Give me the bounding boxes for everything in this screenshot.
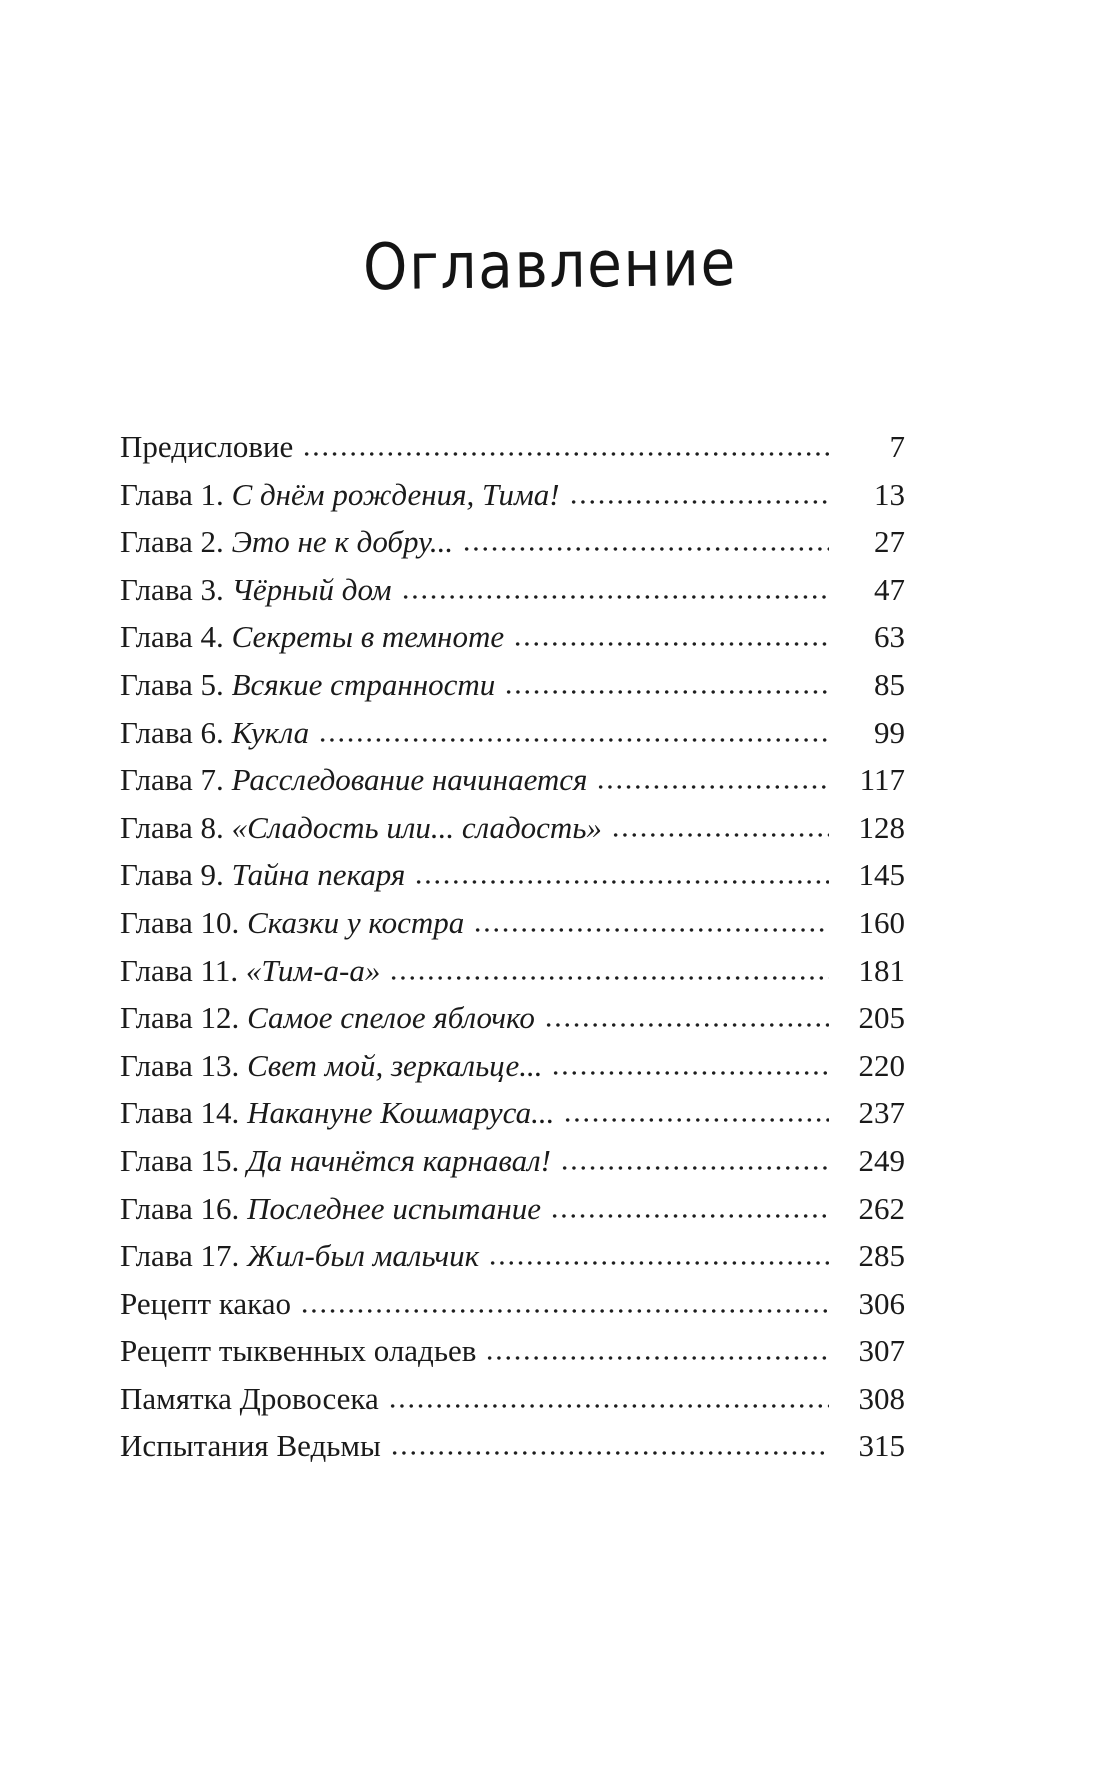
dot-leader xyxy=(560,1165,829,1171)
toc-entry xyxy=(120,572,905,620)
toc-entry xyxy=(120,715,905,763)
dot-leader xyxy=(389,975,829,981)
toc-entry-title: Всякие странности xyxy=(231,666,496,702)
toc-entry-prefix: Глава 12. xyxy=(120,1000,248,1036)
page-number: 85 xyxy=(874,666,905,702)
toc-entry-title: Памятка Дровосека xyxy=(120,1380,379,1416)
page-number: 13 xyxy=(874,476,905,512)
dot-leader xyxy=(611,832,829,838)
dot-leader xyxy=(550,1213,829,1219)
page-number: 262 xyxy=(858,1190,905,1226)
toc-entry-title: «Сладость или... сладость» xyxy=(231,809,602,845)
toc-entry xyxy=(120,1143,905,1191)
dot-leader xyxy=(388,1403,829,1409)
toc-entry-title: Чёрный дом xyxy=(231,571,392,607)
toc-entry xyxy=(120,1048,905,1096)
toc-entry-title: Сказки у костра xyxy=(247,904,465,940)
toc-entry-prefix: Глава 2. xyxy=(120,524,232,560)
page-number: 63 xyxy=(874,619,905,655)
toc-entry xyxy=(120,1333,905,1381)
dot-leader xyxy=(563,1117,829,1123)
toc-entry-title: Свет мой, зеркальце... xyxy=(247,1047,543,1083)
toc-entry-title: Секреты в темноте xyxy=(231,619,505,655)
toc-entry-prefix: Глава 17. xyxy=(120,1238,248,1274)
toc-entry-title: Рецепт тыквенных оладьев xyxy=(120,1333,477,1369)
toc-entry-title: Самое спелое яблочко xyxy=(247,1000,535,1036)
toc-entry-title: Расследование начинается xyxy=(231,762,588,798)
toc-entry xyxy=(120,667,905,715)
toc-entry-prefix: Глава 3. xyxy=(120,571,232,607)
toc-entry xyxy=(120,905,905,953)
dot-leader xyxy=(485,1355,829,1361)
page-number: 237 xyxy=(858,1095,905,1131)
dot-leader xyxy=(513,641,829,647)
toc-entry-title: Кукла xyxy=(231,714,310,750)
page-number: 27 xyxy=(874,524,905,560)
dot-leader xyxy=(401,594,829,600)
toc-entry xyxy=(120,857,905,905)
toc-entry xyxy=(120,953,905,1001)
dot-leader xyxy=(596,784,829,790)
table-of-contents xyxy=(120,429,905,1476)
dot-leader xyxy=(504,689,829,695)
page-number: 128 xyxy=(858,809,905,845)
toc-entry-prefix: Глава 6. xyxy=(120,714,232,750)
toc-entry-prefix: Глава 10. xyxy=(120,904,248,940)
dot-leader xyxy=(544,1022,829,1028)
toc-entry-prefix: Глава 8. xyxy=(120,809,232,845)
toc-entry xyxy=(120,429,905,477)
toc-entry xyxy=(120,619,905,667)
toc-entry-prefix: Глава 1. xyxy=(120,476,232,512)
toc-entry-title: Накануне Кошмаруса... xyxy=(247,1095,555,1131)
toc-entry-prefix: Глава 4. xyxy=(120,619,232,655)
toc-entry-prefix: Глава 15. xyxy=(120,1142,248,1178)
dot-leader xyxy=(390,1450,829,1456)
page-number: 99 xyxy=(874,714,905,750)
toc-entry xyxy=(120,1381,905,1429)
dot-leader xyxy=(551,1070,829,1076)
dot-leader xyxy=(488,1260,829,1266)
toc-entry xyxy=(120,762,905,810)
toc-entry-prefix: Глава 7. xyxy=(120,762,232,798)
toc-entry xyxy=(120,477,905,525)
page-number: 7 xyxy=(889,429,905,464)
toc-entry xyxy=(120,1428,905,1476)
toc-entry-title: «Тим-а-а» xyxy=(245,952,381,988)
toc-entry-prefix: Глава 13. xyxy=(120,1047,248,1083)
dot-leader xyxy=(302,451,829,457)
page-number: 285 xyxy=(858,1238,905,1274)
toc-entry-prefix: Глава 5. xyxy=(120,666,232,702)
dot-leader xyxy=(462,546,829,552)
page-number: 307 xyxy=(858,1333,905,1369)
page-title: Оглавление xyxy=(362,226,738,306)
page-number: 145 xyxy=(858,857,905,893)
toc-entry-title: Предисловие xyxy=(120,429,294,464)
page-number: 220 xyxy=(858,1047,905,1083)
toc-entry-title: Последнее испытание xyxy=(247,1190,541,1226)
page-number: 306 xyxy=(858,1285,905,1321)
dot-leader xyxy=(473,927,829,933)
toc-entry-title: Рецепт какао xyxy=(120,1285,292,1321)
toc-entry xyxy=(120,1191,905,1239)
toc-entry xyxy=(120,524,905,572)
dot-leader xyxy=(569,499,829,505)
toc-entry-prefix: Глава 11. xyxy=(120,952,246,988)
dot-leader xyxy=(414,879,829,885)
page-number: 47 xyxy=(874,571,905,607)
toc-entry-title: Испытания Ведьмы xyxy=(120,1428,381,1464)
toc-entry xyxy=(120,1286,905,1334)
toc-entry-prefix: Глава 16. xyxy=(120,1190,248,1226)
toc-entry-title: Да начнётся карнавал! xyxy=(247,1142,551,1178)
toc-entry-title: Это не к добру... xyxy=(231,524,454,560)
page-number: 249 xyxy=(858,1142,905,1178)
toc-entry-prefix: Глава 9. xyxy=(120,857,232,893)
page-number: 160 xyxy=(858,904,905,940)
toc-entry-title: С днём рождения, Тима! xyxy=(231,476,560,512)
dot-leader xyxy=(300,1308,829,1314)
page-number: 205 xyxy=(858,1000,905,1036)
toc-entry xyxy=(120,1095,905,1143)
dot-leader xyxy=(318,737,829,743)
toc-entry xyxy=(120,1000,905,1048)
page-number: 117 xyxy=(859,762,905,798)
page-number: 308 xyxy=(858,1380,905,1416)
toc-entry xyxy=(120,1238,905,1286)
page-number: 315 xyxy=(858,1428,905,1464)
page-number: 181 xyxy=(858,952,905,988)
toc-entry-title: Жил-был мальчик xyxy=(247,1238,480,1274)
toc-entry-prefix: Глава 14. xyxy=(120,1095,248,1131)
toc-entry xyxy=(120,810,905,858)
toc-entry-title: Тайна пекаря xyxy=(231,857,406,893)
